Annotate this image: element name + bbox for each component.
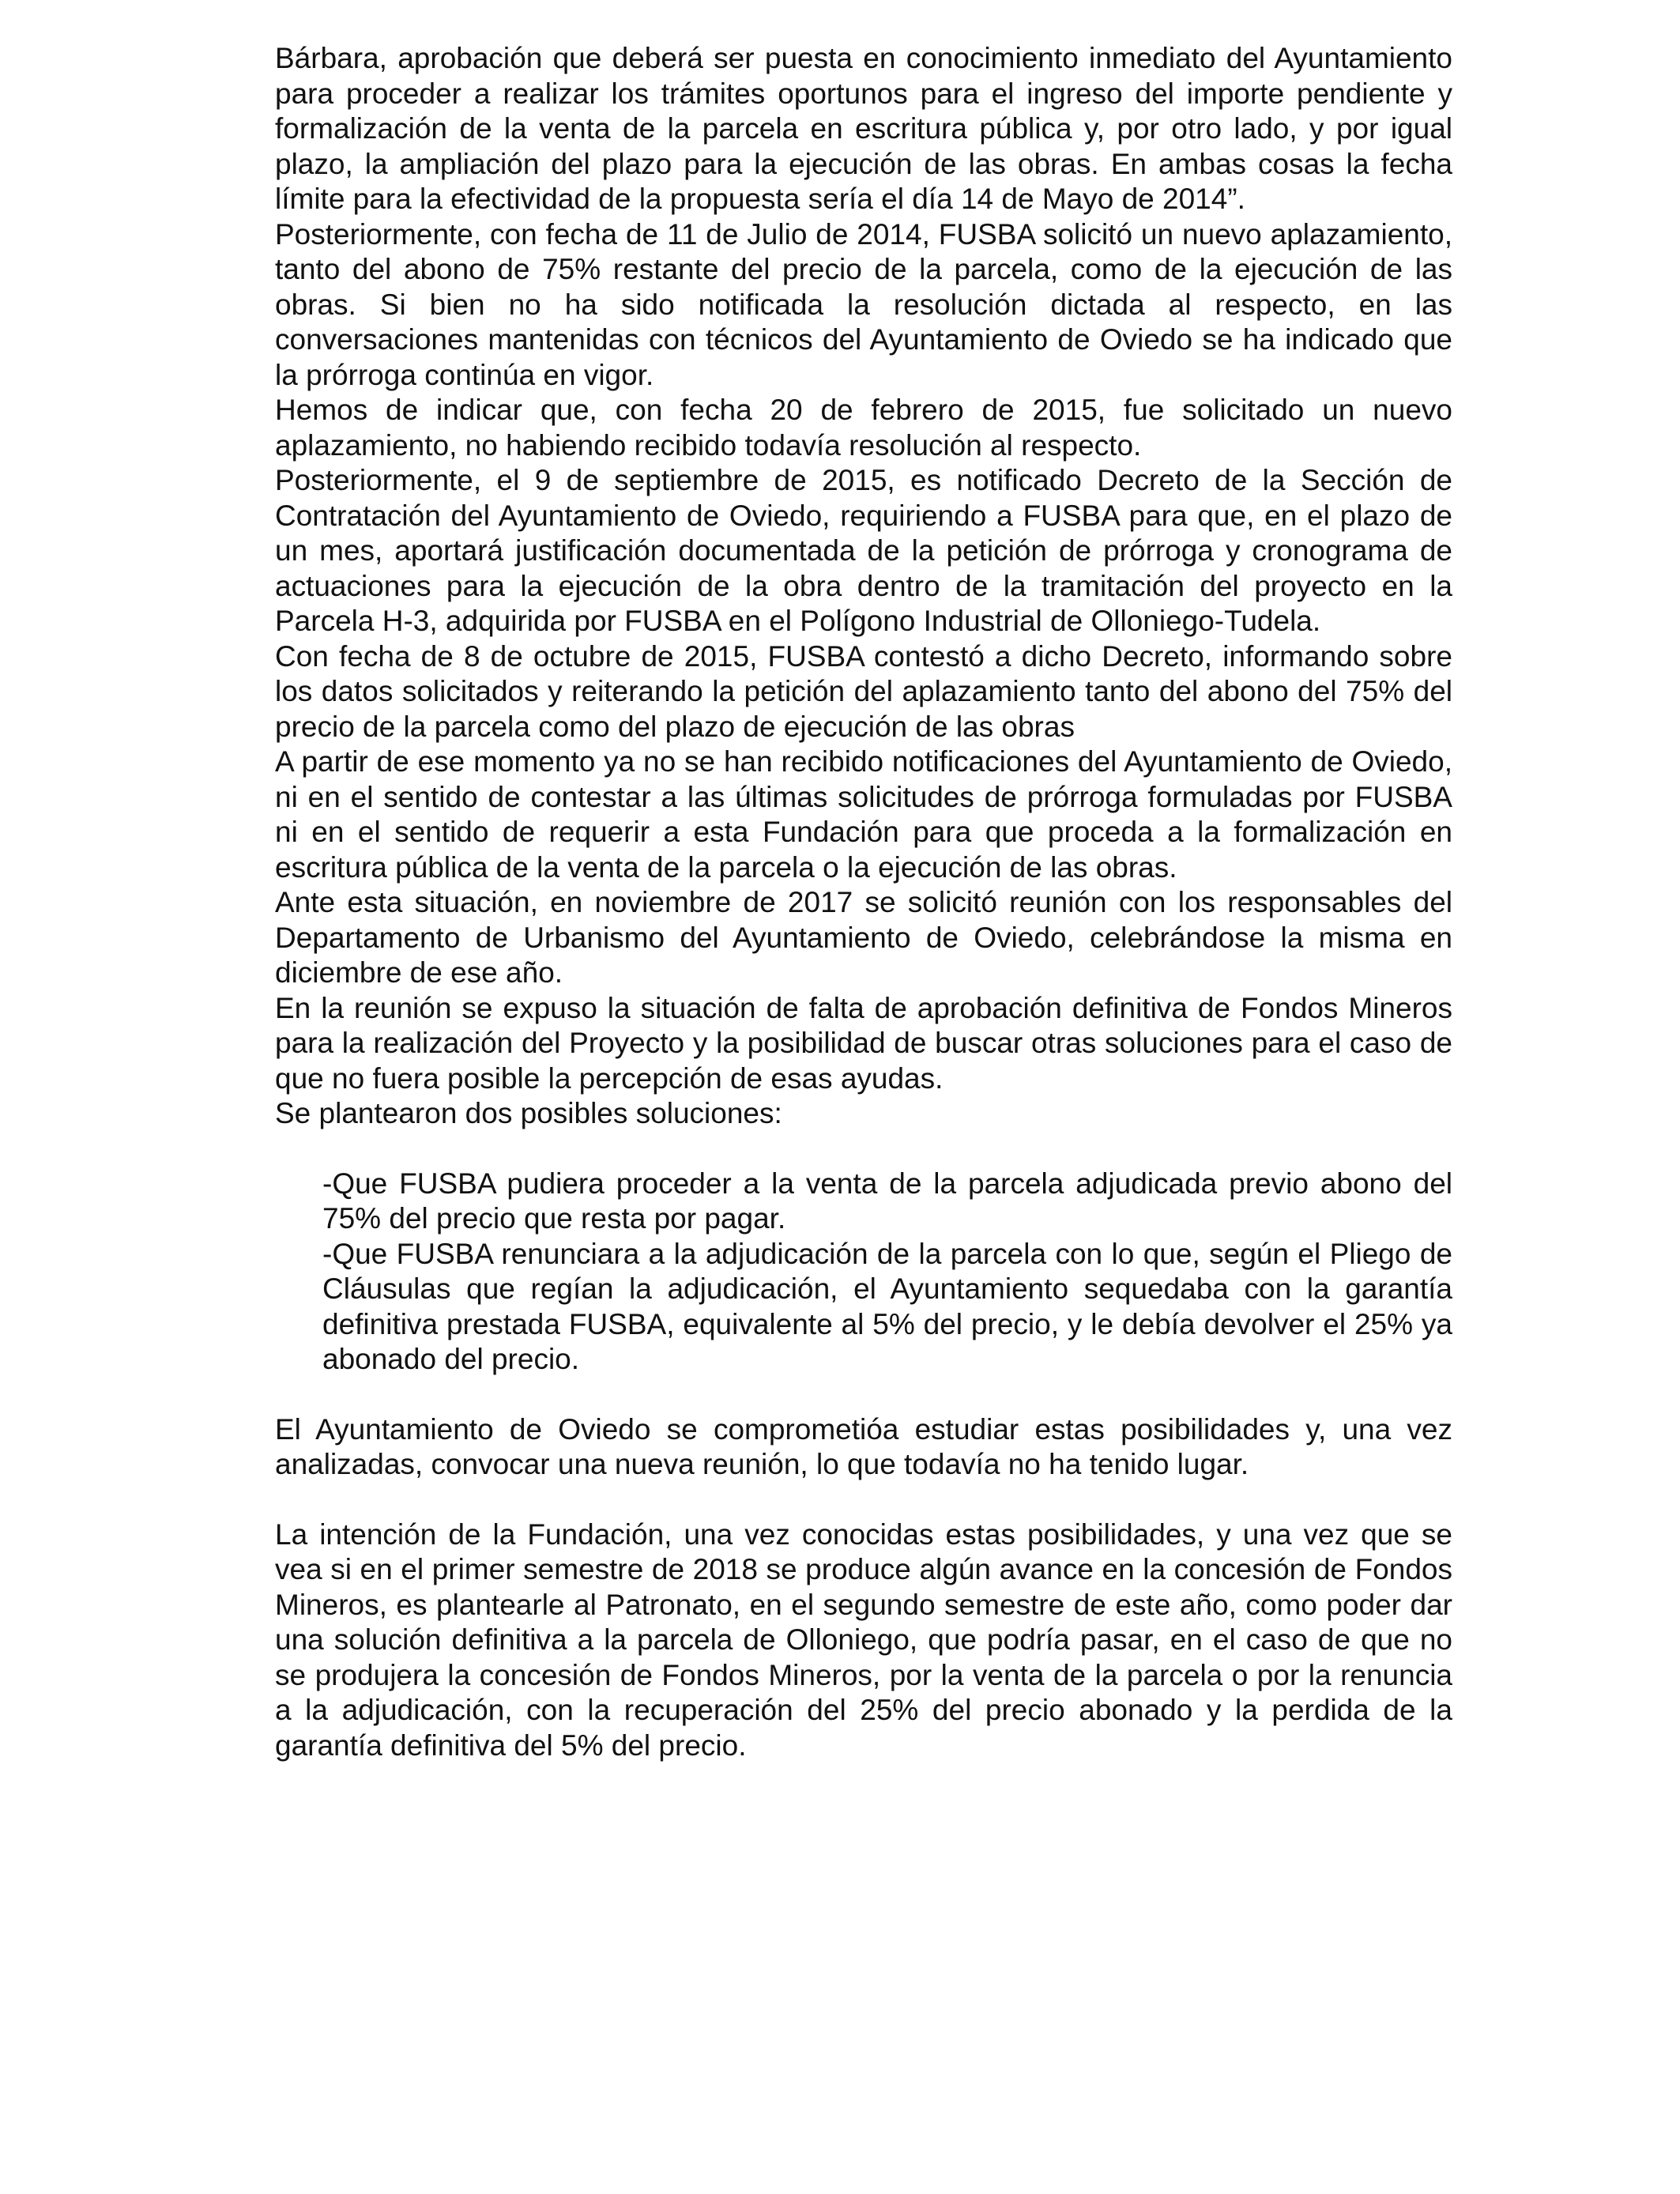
document-page <box>275 41 1452 1763</box>
spacer <box>275 1132 1452 1167</box>
paragraph-intencion-fundacion: La intención de la Fundación, una vez conocidas estas posibilidades, y una vez que se vea si en el primer semestre de 2018 se produce algún avance en la concesión de Fondos Mineros, es plantearle al Patronato, en el segundo semestre de este año, como poder dar una solución definitiva a la parcela de Olloniego, que podría pasar, en el caso de que no se produjera la concesión de Fondos Mineros, por la venta de la parcela o por la renuncia a la adjudicación, con la recuperación del 25% del precio abonado y la perdida de la garantía definitiva del 5% del precio. <box>275 1517 1452 1762</box>
paragraph-barbara-aprobacion: Bárbara, aprobación que deberá ser puesta en conocimiento inmediato del Ayuntamiento para proceder a realizar los trámites oportunos para el ingreso del importe pendiente y formalización de la venta de la parcela en escritura pública y, por otro lado, y por igual plazo, la ampliación del plazo para la ejecución de las obras. En ambas cosas la fecha límite para la efectividad de la propuesta sería el día 14 de Mayo de 2014”. <box>275 42 1452 215</box>
spacer <box>275 1378 1452 1412</box>
solutions-list <box>322 1167 1452 1378</box>
paragraph-contestacion-octubre: Con fecha de 8 de octubre de 2015, FUSBA contestó a dicho Decreto, informando sobre los datos solicitados y reiterando la petición del aplazamiento tanto del abono del 75% del precio de la parcela como del plazo de ejecución de las obras <box>275 639 1452 743</box>
solution-item-renuncia: -Que FUSBA renunciara a la adjudicación de la parcela con lo que, según el Pliego de Cláusulas que regían la adjudicación, el Ayuntamiento sequedaba con la garantía definitiva prestada FUSBA, equivalente al 5% del precio, y le debía devolver el 25% ya abonado del precio. <box>322 1237 1452 1375</box>
spacer <box>275 1483 1452 1517</box>
paragraph-sin-notificaciones: A partir de ese momento ya no se han recibido notificaciones del Ayuntamiento de Oviedo, ni en el sentido de contestar a las últimas solicitudes de prórroga formuladas por FUSBA ni en el sentido de requerir a esta Fundación para que proceda a la formalización en escritura pública de la venta de la parcela o la ejecución de las obras. <box>275 745 1452 884</box>
paragraph-aplazamiento-2015: Hemos de indicar que, con fecha 20 de febrero de 2015, fue solicitado un nuevo aplazamiento, no habiendo recibido todavía resolución al respecto. <box>275 394 1452 462</box>
paragraph-compromiso-ayuntamiento: El Ayuntamiento de Oviedo se comprometióa estudiar estas posibilidades y, una vez analizadas, convocar una nueva reunión, lo que todavía no ha tenido lugar. <box>275 1412 1452 1480</box>
solution-item-venta: -Que FUSBA pudiera proceder a la venta de la parcela adjudicada previo abono del 75% del precio que resta por pagar. <box>322 1167 1452 1235</box>
paragraph-nuevo-aplazamiento-2014: Posteriormente, con fecha de 11 de Julio de 2014, FUSBA solicitó un nuevo aplazamiento, tanto del abono de 75% restante del precio de la parcela, como de la ejecución de las obras. Si bien no ha sido notificada la resolución dictada al respecto, en las conversaciones mantenidas con técnicos del Ayuntamiento de Oviedo se ha indicado que la prórroga continúa en vigor. <box>275 217 1452 391</box>
paragraph-reunion-solicitada: Ante esta situación, en noviembre de 2017 se solicitó reunión con los responsables del Departamento de Urbanismo del Ayuntamiento de Oviedo, celebrándose la misma en diciembre de ese año. <box>275 886 1452 989</box>
paragraph-posibles-soluciones: Se plantearon dos posibles soluciones: <box>275 1097 782 1129</box>
paragraph-decreto-septiembre: Posteriormente, el 9 de septiembre de 2015, es notificado Decreto de la Sección de Contratación del Ayuntamiento de Oviedo, requiriendo a FUSBA para que, en el plazo de un mes, aportará justificación documentada de la petición de prórroga y cronograma de actuaciones para la ejecución de la obra dentro de la tramitación del proyecto en la Parcela H-3, adquirida por FUSBA en el Polígono Industrial de Olloniego-Tudela. <box>275 464 1452 637</box>
paragraph-reunion-expuesta: En la reunión se expuso la situación de falta de aprobación definitiva de Fondos Mineros para la realización del Proyecto y la posibilidad de buscar otras soluciones para el caso de que no fuera posible la percepción de esas ayudas. <box>275 991 1452 1095</box>
